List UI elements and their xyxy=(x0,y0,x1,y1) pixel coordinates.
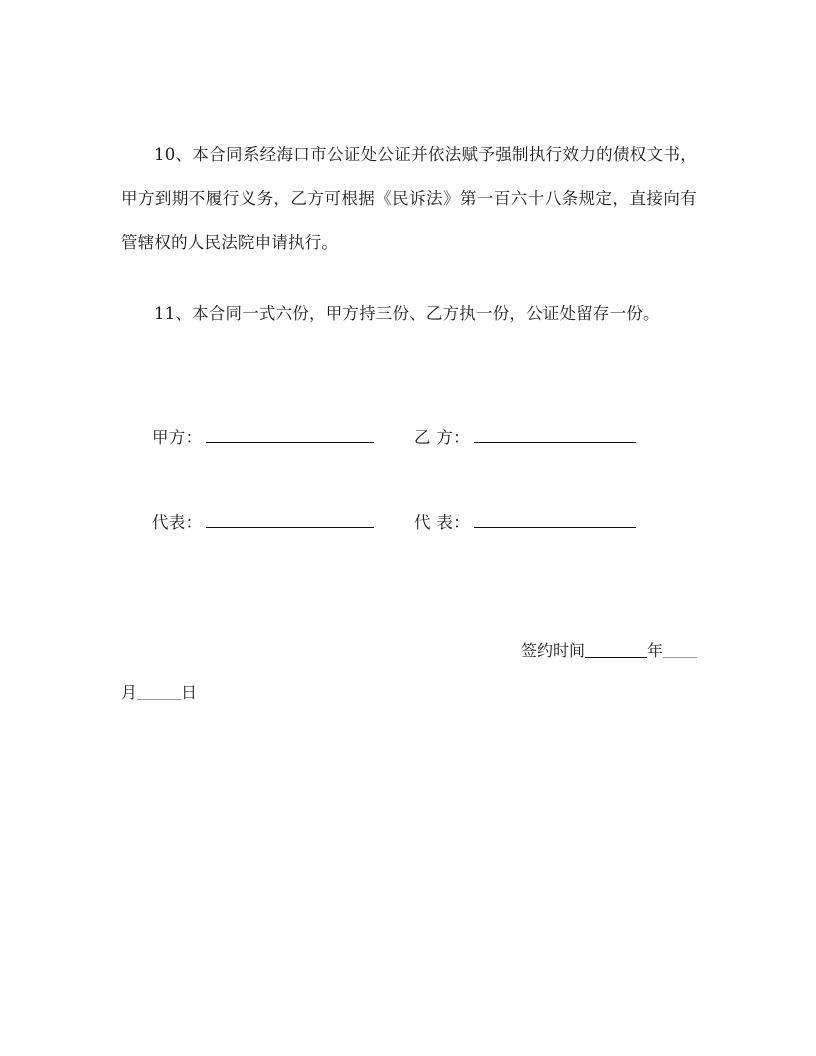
signature-blank-party-b[interactable] xyxy=(474,427,636,443)
signing-date-year-blank[interactable] xyxy=(585,643,647,658)
signature-label-party-a: 甲方： xyxy=(152,428,203,447)
paragraph-clause-10: 10、本合同系经海口市公证处公证并依法赋予强制执行效力的债权文书，甲方到期不履行义务，乙方可根据《民诉法》第一百六十八条规定，直接向有管辖权的人民法院申请执行。 xyxy=(121,145,697,252)
signature-field-party-a xyxy=(152,424,374,448)
signature-field-party-b xyxy=(414,424,636,448)
signing-date-year-unit: 年 xyxy=(646,641,663,660)
signature-row-party xyxy=(121,424,697,454)
signature-label-party-b: 乙 方： xyxy=(414,428,470,447)
signing-date-prefix-label: 签约时间 xyxy=(520,641,585,660)
paragraph-clause-11: 11、本合同一式六份，甲方持三份、乙方执一份，公证处留存一份。 xyxy=(154,304,660,323)
signing-date-day-unit: 日 xyxy=(181,683,198,702)
signature-blank-rep-b[interactable] xyxy=(474,512,636,528)
signature-row-representative xyxy=(121,509,697,539)
signature-blank-party-a[interactable] xyxy=(206,427,374,443)
signature-blank-rep-a[interactable] xyxy=(206,512,374,528)
signature-field-rep-b xyxy=(414,509,636,533)
signature-label-rep-b: 代 表： xyxy=(414,513,470,532)
signing-date-line-year xyxy=(121,630,697,672)
signing-date-block xyxy=(121,630,697,714)
signing-date-month-blank[interactable] xyxy=(663,643,697,658)
signing-date-month-unit: 月 xyxy=(121,683,138,702)
signature-label-rep-a: 代表： xyxy=(152,513,203,532)
signature-field-rep-a xyxy=(152,509,374,533)
signing-date-line-month-day xyxy=(121,672,697,714)
signing-date-day-blank[interactable] xyxy=(137,685,181,700)
